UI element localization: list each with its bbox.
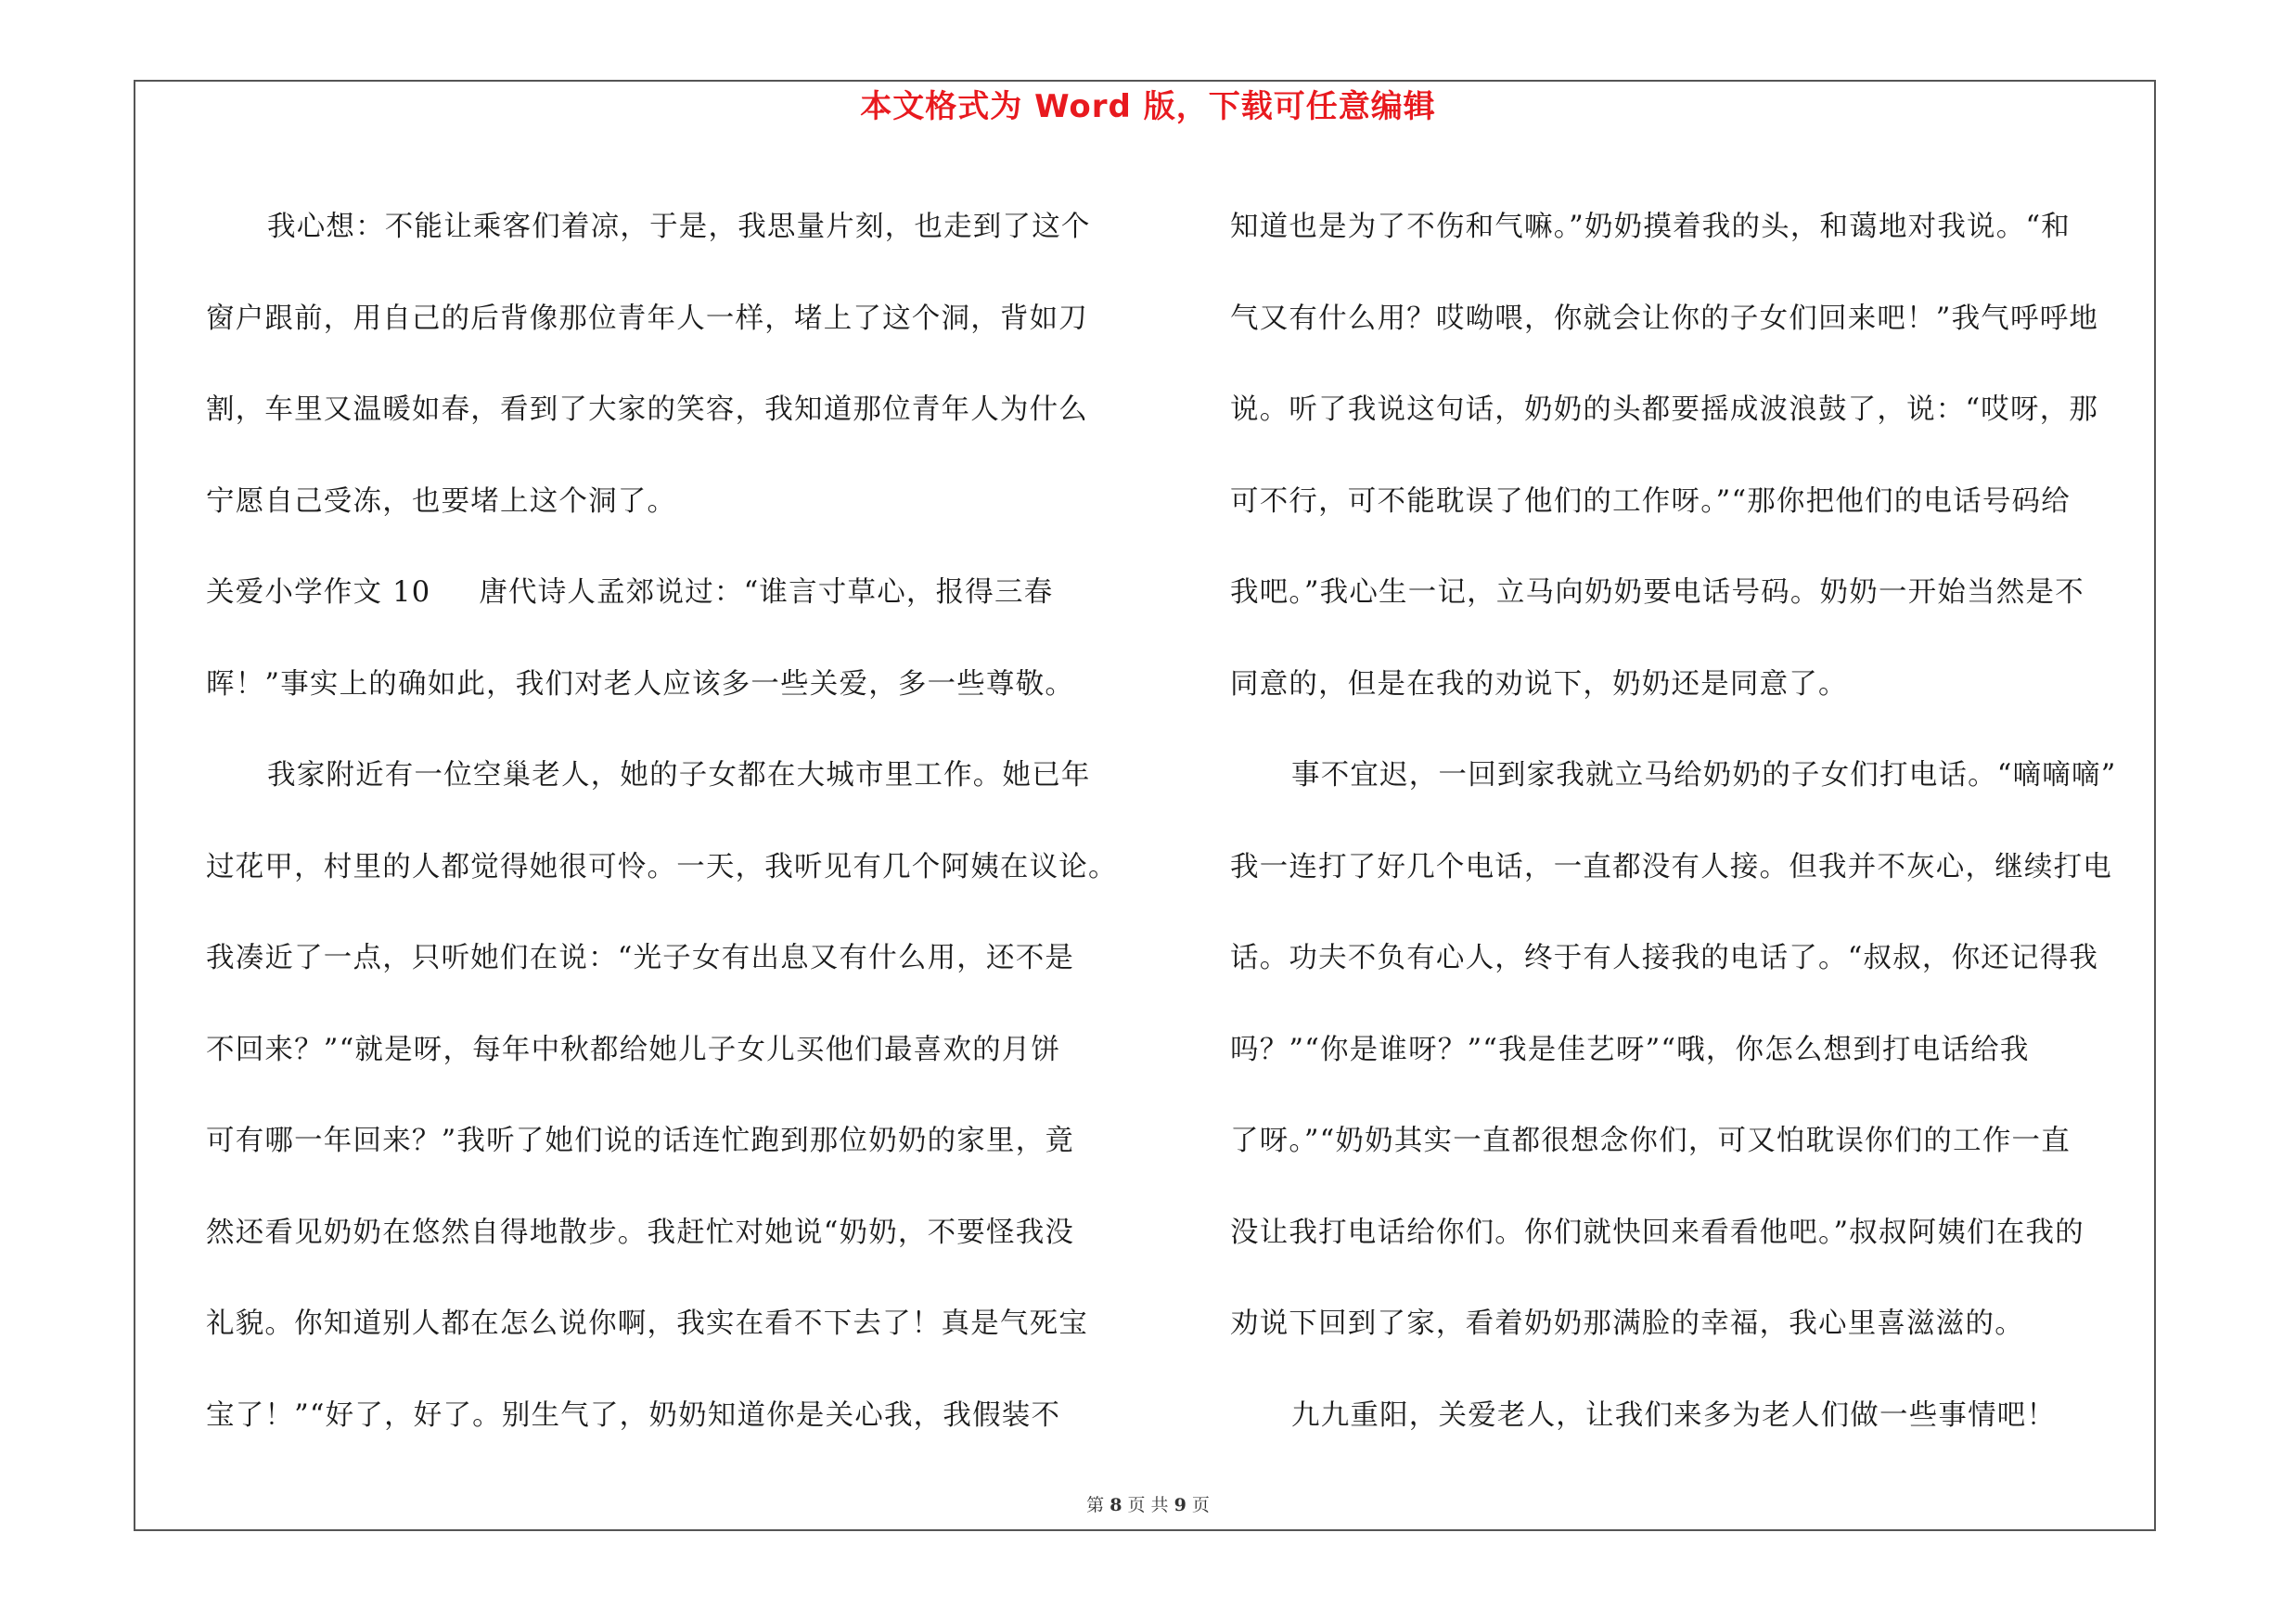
text-line: 吗？”“你是谁呀？”“我是佳艺呀”“哦，你怎么想到打电话给我 — [1230, 1033, 2030, 1066]
page-header-title: 本文格式为 Word 版，下载可任意编辑 — [860, 88, 1436, 125]
text-line: 我家附近有一位空巢老人，她的子女都在大城市里工作。她已年 — [267, 759, 1091, 792]
text-line: 不回来？”“就是呀，每年中秋都给她儿子女儿买他们最喜欢的月饼 — [206, 1033, 1061, 1066]
text-line: 礼貌。你知道别人都在怎么说你啊，我实在看不下去了！真是气死宝 — [206, 1307, 1088, 1340]
text-line: 气又有什么用？哎呦喂，你就会让你的子女们回来吧！”我气呼呼地 — [1230, 302, 2099, 335]
text-line: 话。功夫不负有心人，终于有人接我的电话了。“叔叔，你还记得我 — [1230, 942, 2099, 974]
text-line: 我凑近了一点，只听她们在说：“光子女有出息又有什么用，还不是 — [206, 942, 1075, 974]
text-line: 九九重阳，关爱老人，让我们来多为老人们做一些事情吧！ — [1291, 1398, 2057, 1432]
text-line: 过花甲，村里的人都觉得她很可怜。一天，我听见有几个阿姨在议论。 — [206, 850, 1118, 883]
total-page-number: 9 — [1174, 1495, 1186, 1515]
section-heading: 关爱小学作文 10 — [206, 576, 431, 609]
footer-suffix: 页 — [1191, 1495, 1210, 1515]
text-line: 割，车里又温暖如春，看到了大家的笑容，我知道那位青年人为什么 — [206, 393, 1088, 426]
text-line: 我心想：不能让乘客们着凉，于是，我思量片刻，也走到了这个 — [267, 211, 1091, 243]
text-run: 唐代诗人孟郊说过：“谁言寸草心，报得三春 — [479, 576, 1054, 609]
footer-prefix: 第 — [1086, 1495, 1105, 1515]
text-line: 晖！”事实上的确如此，我们对老人应该多一些关爱，多一些尊敬。 — [206, 667, 1075, 701]
text-line: 劝说下回到了家，看着奶奶那满脸的幸福，我心里喜滋滋的。 — [1230, 1307, 2024, 1340]
text-line: 可不行，可不能耽误了他们的工作呀。”“那你把他们的电话号码给 — [1230, 484, 2071, 518]
footer-mid: 页 共 — [1127, 1495, 1169, 1515]
text-line: 窗户跟前，用自己的后背像那位青年人一样，堵上了这个洞，背如刀 — [206, 302, 1088, 335]
text-line: 我吧。”我心生一记，立马向奶奶要电话号码。奶奶一开始当然是不 — [1230, 576, 2084, 609]
text-line: 同意的，但是在我的劝说下，奶奶还是同意了。 — [1230, 667, 1848, 701]
text-line: 宝了！”“好了，好了。别生气了，奶奶知道你是关心我，我假装不 — [206, 1398, 1061, 1432]
right-text-column — [1230, 182, 2148, 1462]
current-page-number: 8 — [1110, 1495, 1122, 1515]
text-line: 没让我打电话给你们。你们就快回来看看他吧。”叔叔阿姨们在我的 — [1230, 1216, 2084, 1249]
section-heading-line — [206, 547, 1150, 639]
text-line: 了呀。”“奶奶其实一直都很想念你们，可又怕耽误你们的工作一直 — [1230, 1125, 2071, 1157]
text-line: 事不宜迟，一回到家我就立马给奶奶的子女们打电话。“嘀嘀嘀” — [1291, 759, 2117, 792]
text-line: 我一连打了好几个电话，一直都没有人接。但我并不灰心，继续打电 — [1230, 850, 2112, 883]
text-line: 然还看见奶奶在悠然自得地散步。我赶忙对她说“奶奶，不要怪我没 — [206, 1216, 1075, 1249]
page-number-footer — [0, 1494, 2296, 1516]
text-line: 知道也是为了不伤和气嘛。”奶奶摸着我的头，和蔼地对我说。“和 — [1230, 211, 2071, 243]
left-text-column — [206, 182, 1150, 1462]
text-line: 宁愿自己受冻，也要堵上这个洞了。 — [206, 484, 677, 518]
text-line: 可有哪一年回来？”我听了她们说的话连忙跑到那位奶奶的家里，竟 — [206, 1125, 1075, 1157]
text-line: 说。听了我说这句话，奶奶的头都要摇成波浪鼓了，说：“哎呀，那 — [1230, 393, 2099, 426]
